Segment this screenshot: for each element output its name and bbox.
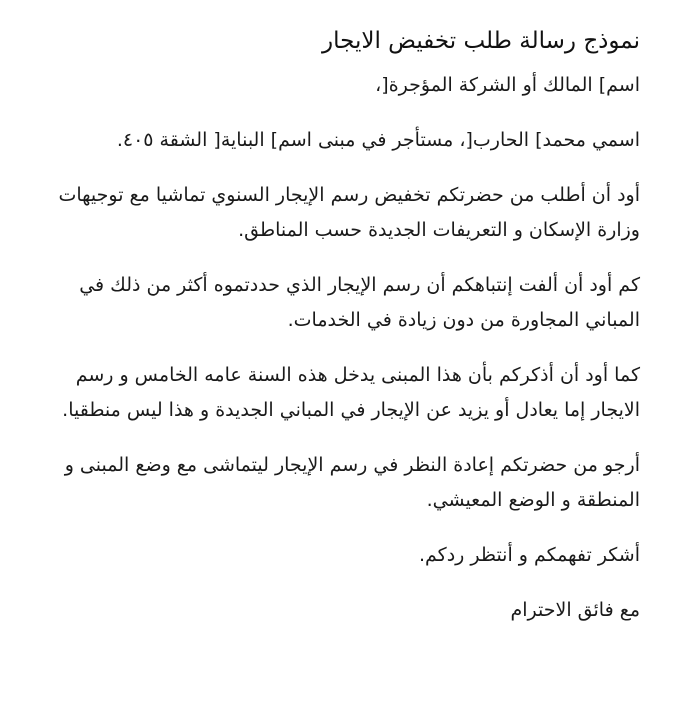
document-title: نموذج رسالة طلب تخفيض الايجار xyxy=(321,28,640,54)
sender-intro-paragraph: اسمي محمد] الحارب[، مستأجر في مبنى اسم] البناية[ الشقة ٤٠٥. xyxy=(116,129,640,151)
recipient-line: اسم] المالك أو الشركة المؤجرة[، xyxy=(375,74,640,96)
building-age-paragraph: كما أود أن أذكركم بأن هذا المبنى يدخل هذه السنة عامه الخامس و رسم الايجار إما يعادل أو يزيد عن الإيجار في المباني الجديدة و هذا ليس منطقيا. xyxy=(62,364,640,421)
letter-document xyxy=(40,22,640,648)
request-paragraph: أود أن أطلب من حضرتكم تخفيض رسم الإيجار السنوي تماشيا مع توجيهات وزارة الإسكان و التعريفات الجديدة حسب المناطق. xyxy=(58,184,640,241)
reconsideration-paragraph: أرجو من حضرتكم إعادة النظر في رسم الإيجار ليتماشى مع وضع المبنى و المنطقة و الوضع المعيشي. xyxy=(64,454,640,511)
comparison-paragraph: كم أود أن ألفت إنتباهكم أن رسم الإيجار الذي حددتموه أكثر من ذلك في المباني المجاورة من دون زيادة في الخدمات. xyxy=(79,274,640,331)
closing-line: مع فائق الاحترام xyxy=(510,599,640,621)
thanks-paragraph: أشكر تفهمكم و أنتظر ردكم. xyxy=(418,544,640,566)
